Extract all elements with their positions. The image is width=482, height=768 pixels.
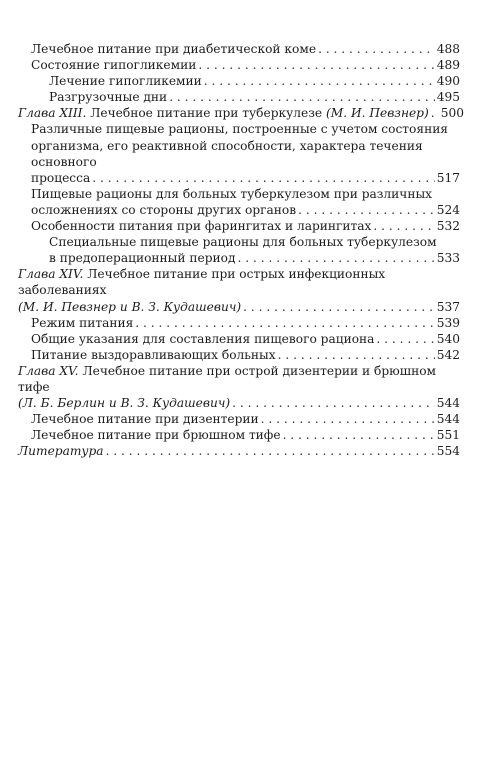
toc-entry-title: Лечебное питание при диабетической коме [31,42,317,56]
toc-page-number: 542 [436,347,460,362]
toc-entry[interactable] [18,411,460,427]
toc-entry-title: Особенности питания при фарингитах и ларингитах [31,219,372,234]
dot-leader [431,105,439,121]
dot-leader [373,218,434,234]
toc-chapter-entry[interactable] [18,363,460,411]
dot-leader [92,170,435,186]
toc-entry-title-line: Пищевые рационы для больных туберкулезом при различных [31,186,433,201]
toc-page-number: 517 [436,170,460,185]
toc-entry-title-line: организма, его реактивной способности, характера течения основного [31,138,423,169]
toc-page-number: 551 [436,428,460,443]
dot-leader [278,347,435,363]
chapter-name: Лечебное питание при туберкулезе [90,106,323,121]
toc-entry[interactable] [18,73,460,89]
dot-leader [135,315,434,331]
toc-entry-title: Режим питания [31,315,134,330]
toc-entry[interactable] [18,57,460,73]
chapter-name: Лечебное питание при острой дизентерии и брюшном тифе [18,363,437,394]
toc-entry-title-line: Специальные пищевые рационы для больных туберкулезом [49,235,437,250]
toc-entry[interactable] [18,41,460,57]
toc-entry-title: осложнениях со стороны других органов [31,202,297,217]
dot-leader [283,427,435,443]
toc-page-number: 537 [436,299,460,314]
toc-chapter-title [18,266,460,298]
toc-entry[interactable] [18,315,460,331]
toc-entry-title-line: Различные пищевые рационы, построенные с учетом состояния [31,122,448,137]
dot-leader [243,299,435,315]
chapter-label: Глава XIII. [18,106,87,121]
toc-chapter-entry[interactable] [18,266,460,314]
dot-leader [376,331,434,347]
toc-entry-literature[interactable] [18,443,460,459]
toc-entry[interactable] [18,234,460,266]
dot-leader [204,73,435,89]
chapter-name: Лечебное питание при острых инфекционных заболеваниях [18,267,386,298]
dot-leader [298,202,435,218]
toc-entry-title: в предоперационный период [49,251,236,266]
table-of-contents [18,41,465,459]
toc-page-number: 544 [436,396,460,411]
toc-entry-title: Состояние гипогликемии [31,58,197,73]
toc-page-number: 489 [436,58,460,73]
toc-entry[interactable] [18,331,460,347]
toc-page-number: 495 [436,90,460,105]
toc-page-number: 544 [436,412,460,427]
toc-page-number: 533 [436,251,460,266]
toc-entry-title: Лечебное питание при дизентерии [31,412,259,427]
toc-page-number: 540 [436,331,460,346]
dot-leader [318,41,435,57]
toc-chapter-title [18,105,429,121]
toc-entry-title: Питание выздоравливающих больных [31,347,276,362]
toc-entry-title: Лечение гипогликемии [49,74,202,89]
chapter-author: (Л. Б. Берлин и В. З. Кудашевич) [18,396,231,411]
dot-leader [261,411,435,427]
chapter-label: Глава XIV. [18,267,84,282]
toc-entry-title: Разгрузочные дни [49,90,168,105]
toc-page-number: 532 [436,219,460,234]
chapter-author: (М. И. Певзнер) [326,106,429,121]
toc-entry-title: Литература [18,444,104,459]
toc-page-number: 488 [436,42,460,56]
toc-chapter-title [18,363,460,395]
toc-page-number: 500 [440,106,465,121]
toc-page-number: 554 [436,444,460,459]
toc-entry[interactable] [18,427,460,443]
toc-chapter-entry[interactable] [18,105,465,121]
chapter-label: Глава XV. [18,363,79,378]
toc-entry[interactable] [18,186,460,218]
dot-leader [169,89,435,105]
toc-entry-title: процесса [31,170,91,185]
toc-entry-title: Лечебное питание при брюшном тифе [31,428,281,443]
toc-page-number: 490 [436,74,460,89]
toc-entry[interactable] [18,218,460,234]
toc-entry[interactable] [18,89,460,105]
chapter-author: (М. И. Певзнер и В. З. Кудашевич) [18,299,242,314]
dot-leader [232,395,435,411]
toc-page-number: 539 [436,315,460,330]
dot-leader [198,57,434,73]
dot-leader [237,250,434,266]
toc-entry-title: Общие указания для составления пищевого рациона [31,331,375,346]
toc-page-number: 524 [436,202,460,217]
toc-entry[interactable] [18,347,460,363]
toc-entry[interactable] [18,121,460,185]
dot-leader [106,443,435,459]
